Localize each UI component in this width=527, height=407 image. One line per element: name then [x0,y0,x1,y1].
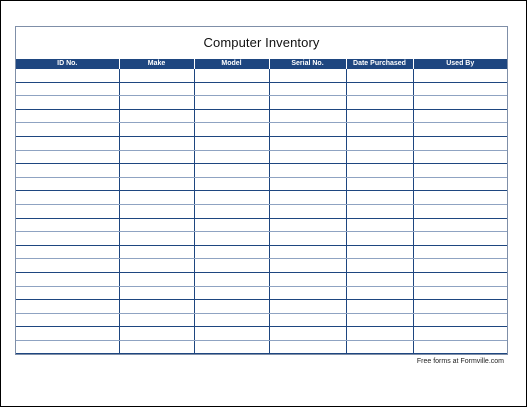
table-cell[interactable] [16,327,119,341]
table-cell[interactable] [269,327,346,341]
table-cell[interactable] [194,82,269,96]
table-cell[interactable] [16,232,119,246]
table-cell[interactable] [413,259,507,273]
table-cell[interactable] [16,286,119,300]
table-cell[interactable] [269,245,346,259]
table-cell[interactable] [119,136,194,150]
column-header-id-no: ID No. [16,59,119,69]
table-cell[interactable] [269,123,346,137]
table-cell[interactable] [16,191,119,205]
table-cell[interactable] [413,286,507,300]
table-cell[interactable] [346,272,413,286]
column-header-serial-no: Serial No. [269,59,346,69]
table-cell[interactable] [346,340,413,354]
table-cell[interactable] [346,204,413,218]
table-cell[interactable] [413,340,507,354]
table-cell[interactable] [194,109,269,123]
table-cell[interactable] [346,164,413,178]
table-row [16,177,507,191]
table-cell[interactable] [194,191,269,205]
table-cell[interactable] [119,164,194,178]
table-cell[interactable] [346,259,413,273]
table-cell[interactable] [269,272,346,286]
table-cell[interactable] [413,69,507,82]
table-cell[interactable] [16,272,119,286]
table-cell[interactable] [346,150,413,164]
table-cell[interactable] [346,327,413,341]
table-cell[interactable] [269,82,346,96]
table-cell[interactable] [194,136,269,150]
table-cell[interactable] [119,300,194,314]
table-cell[interactable] [269,286,346,300]
table-row [16,313,507,327]
table-cell[interactable] [194,313,269,327]
table-cell[interactable] [269,96,346,110]
table-row [16,191,507,205]
footer-credit: Free forms at Formville.com [416,358,504,365]
table-cell[interactable] [16,150,119,164]
table-cell[interactable] [269,204,346,218]
table-row [16,69,507,82]
table-cell[interactable] [413,272,507,286]
table-cell[interactable] [413,177,507,191]
table-cell[interactable] [119,340,194,354]
table-cell[interactable] [16,218,119,232]
table-cell[interactable] [119,272,194,286]
table-cell[interactable] [194,232,269,246]
table-row [16,136,507,150]
table-cell[interactable] [413,164,507,178]
table-cell[interactable] [194,123,269,137]
table-cell[interactable] [269,313,346,327]
table-cell[interactable] [119,313,194,327]
table-row [16,164,507,178]
table-cell[interactable] [16,204,119,218]
table-cell[interactable] [194,300,269,314]
inventory-sheet [15,26,508,355]
table-cell[interactable] [194,177,269,191]
table-cell[interactable] [413,82,507,96]
table-row [16,245,507,259]
table-cell[interactable] [413,150,507,164]
table-cell[interactable] [16,96,119,110]
table-row [16,259,507,273]
table-row [16,286,507,300]
table-cell[interactable] [119,232,194,246]
table-cell[interactable] [194,245,269,259]
table-cell[interactable] [119,204,194,218]
table-row [16,340,507,354]
table-cell[interactable] [119,218,194,232]
table-cell[interactable] [269,136,346,150]
table-cell[interactable] [194,96,269,110]
table-cell[interactable] [194,286,269,300]
table-cell[interactable] [16,123,119,137]
table-body [16,69,507,354]
table-cell[interactable] [269,340,346,354]
inventory-table [16,59,507,354]
table-row [16,96,507,110]
table-cell[interactable] [413,245,507,259]
table-cell[interactable] [194,327,269,341]
table-cell[interactable] [269,69,346,82]
table-row [16,300,507,314]
table-row [16,272,507,286]
table-row [16,123,507,137]
table-cell[interactable] [269,177,346,191]
table-cell[interactable] [16,177,119,191]
table-cell[interactable] [269,259,346,273]
table-cell[interactable] [16,259,119,273]
table-cell[interactable] [16,82,119,96]
table-cell[interactable] [16,164,119,178]
table-cell[interactable] [119,259,194,273]
table-cell[interactable] [16,69,119,82]
table-cell[interactable] [269,164,346,178]
table-cell[interactable] [413,327,507,341]
table-cell[interactable] [119,191,194,205]
table-cell[interactable] [346,96,413,110]
table-cell[interactable] [413,191,507,205]
table-cell[interactable] [346,69,413,82]
table-cell[interactable] [194,218,269,232]
table-cell[interactable] [16,245,119,259]
table-cell[interactable] [194,259,269,273]
table-cell[interactable] [269,150,346,164]
table-row [16,327,507,341]
header-row [16,59,507,69]
table-cell[interactable] [119,123,194,137]
table-cell[interactable] [413,313,507,327]
table-cell[interactable] [413,96,507,110]
table-cell[interactable] [413,232,507,246]
table-cell[interactable] [346,136,413,150]
column-header-make: Make [119,59,194,69]
table-cell[interactable] [346,82,413,96]
table-cell[interactable] [194,340,269,354]
table-cell[interactable] [119,327,194,341]
table-cell[interactable] [194,272,269,286]
table-cell[interactable] [346,232,413,246]
table-cell[interactable] [269,191,346,205]
table-row [16,204,507,218]
table-row [16,109,507,123]
table-cell[interactable] [119,286,194,300]
table-cell[interactable] [194,150,269,164]
table-cell[interactable] [346,191,413,205]
table-cell[interactable] [119,69,194,82]
table-row [16,82,507,96]
table-cell[interactable] [413,204,507,218]
table-cell[interactable] [119,177,194,191]
table-cell[interactable] [16,313,119,327]
table-cell[interactable] [413,136,507,150]
table-cell[interactable] [16,340,119,354]
column-header-model: Model [194,59,269,69]
table-cell[interactable] [119,82,194,96]
table-row [16,232,507,246]
table-cell[interactable] [269,218,346,232]
column-header-used-by: Used By [413,59,507,69]
table-cell[interactable] [119,245,194,259]
table-cell[interactable] [346,109,413,123]
table-cell[interactable] [346,177,413,191]
table-cell[interactable] [269,232,346,246]
table-cell[interactable] [413,300,507,314]
table-cell[interactable] [194,164,269,178]
table-cell[interactable] [413,218,507,232]
table-cell[interactable] [119,96,194,110]
table-cell[interactable] [413,123,507,137]
column-header-date-purchased: Date Purchased [346,59,413,69]
table-cell[interactable] [346,245,413,259]
table-cell[interactable] [16,109,119,123]
table-cell[interactable] [413,109,507,123]
table-cell[interactable] [269,300,346,314]
table-cell[interactable] [119,109,194,123]
table-cell[interactable] [346,286,413,300]
table-cell[interactable] [16,136,119,150]
table-cell[interactable] [346,313,413,327]
table-cell[interactable] [269,109,346,123]
form-title: Computer Inventory [203,35,320,50]
table-cell[interactable] [16,300,119,314]
table-cell[interactable] [346,300,413,314]
table-cell[interactable] [194,204,269,218]
table-cell[interactable] [346,218,413,232]
table-row [16,150,507,164]
table-cell[interactable] [194,69,269,82]
table-row [16,218,507,232]
table-cell[interactable] [119,150,194,164]
table-cell[interactable] [346,123,413,137]
